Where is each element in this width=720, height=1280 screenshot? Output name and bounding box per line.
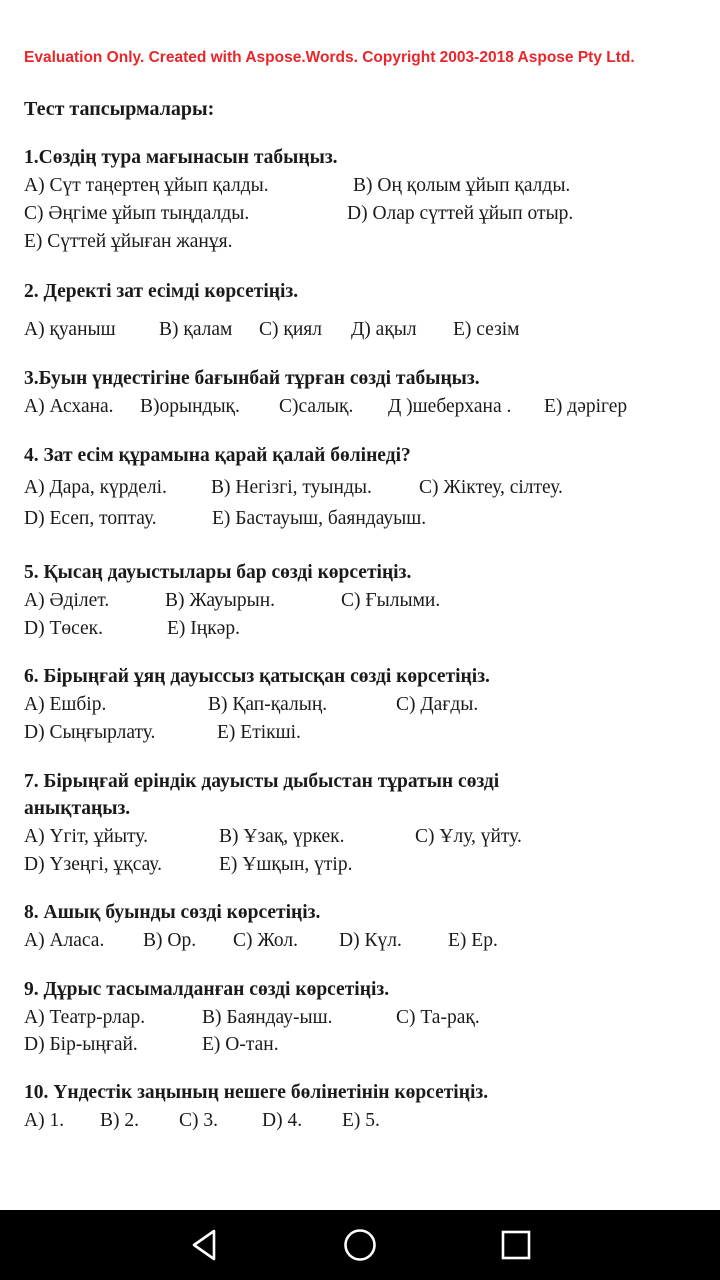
option-e[interactable]: E) О-тан.: [202, 1034, 279, 1055]
option-c[interactable]: С) қиял: [259, 319, 322, 340]
option-e[interactable]: E) Етікші.: [217, 722, 301, 743]
option-a[interactable]: A) Аласа.: [24, 930, 105, 951]
question-7-text: 7. Бірыңғай еріндік дауысты дыбыстан тұратын сөзді: [24, 771, 500, 792]
option-b[interactable]: B) Баяндау-ыш.: [202, 1007, 333, 1028]
back-icon: [184, 1225, 224, 1265]
option-d[interactable]: Д )шеберхана .: [388, 396, 512, 417]
home-button[interactable]: [340, 1225, 380, 1265]
question-6-text: 6. Бірыңғай ұяң дауыссыз қатысқан сөзді көрсетіңіз.: [24, 666, 490, 687]
option-b[interactable]: B) Ұзақ, үркек.: [219, 826, 345, 847]
option-e[interactable]: E) Ер.: [448, 930, 498, 951]
option-e[interactable]: Е) дәрігер: [544, 396, 628, 417]
option-d[interactable]: D) Олар сүттей ұйып отыр.: [347, 203, 574, 224]
option-c[interactable]: С)салық.: [279, 396, 354, 417]
option-e[interactable]: E) Сүттей ұйыған жанұя.: [24, 231, 233, 252]
page-title: Тест тапсырмалары:: [24, 98, 215, 120]
option-b[interactable]: B) Жауырын.: [165, 590, 276, 611]
question-4-text: 4. Зат есім құрамына қарай қалай бөлінеді?: [24, 445, 411, 466]
option-b[interactable]: В)орындық.: [140, 396, 240, 417]
option-a[interactable]: A) Ешбір.: [24, 694, 107, 715]
question-1-text: 1.Сөздің тура мағынасын табыңыз.: [24, 147, 338, 168]
option-a[interactable]: А) Асхана.: [24, 396, 114, 417]
option-a[interactable]: A) Сүт таңертең ұйып қалды.: [24, 175, 269, 196]
option-d[interactable]: D) 4.: [262, 1110, 303, 1131]
option-c[interactable]: C) Жіктеу, сілтеу.: [419, 477, 563, 498]
option-a[interactable]: A) Дара, күрделі.: [24, 477, 167, 498]
option-b[interactable]: B) Қап-қалың.: [208, 694, 328, 715]
option-b[interactable]: B) 2.: [100, 1110, 139, 1131]
question-2-text: 2. Деректі зат есімді көрсетіңіз.: [24, 281, 299, 302]
option-c[interactable]: C) Жол.: [233, 930, 298, 951]
option-d[interactable]: D) Үзеңгі, ұқсау.: [24, 854, 162, 875]
option-d[interactable]: D) Күл.: [339, 930, 402, 951]
option-e[interactable]: Е) сезім: [453, 319, 520, 340]
option-e[interactable]: E) Ұшқын, үтір.: [219, 854, 353, 875]
question-8-text: 8. Ашық буынды сөзді көрсетіңіз.: [24, 902, 321, 923]
option-a[interactable]: A) Әділет.: [24, 590, 110, 611]
question-5-text: 5. Қысаң дауыстылары бар сөзді көрсетіңіз.: [24, 562, 412, 583]
option-b[interactable]: В) қалам: [159, 319, 233, 340]
option-b[interactable]: B) Ор.: [143, 930, 197, 951]
option-a[interactable]: A) Үгіт, ұйыту.: [24, 826, 148, 847]
option-c[interactable]: C) Дағды.: [396, 694, 479, 715]
option-a[interactable]: A) қуаныш: [24, 319, 116, 340]
option-a[interactable]: A) 1.: [24, 1110, 65, 1131]
home-icon: [340, 1225, 380, 1265]
question-7-text-continued: анықтаңыз.: [24, 798, 131, 819]
option-e[interactable]: E) Бастауыш, баяндауыш.: [212, 508, 427, 529]
option-c[interactable]: C) 3.: [179, 1110, 218, 1131]
option-c[interactable]: C) Ұлу, үйту.: [415, 826, 522, 847]
option-c[interactable]: C) Әңгіме ұйып тыңдалды.: [24, 203, 250, 224]
option-d[interactable]: D) Бір-ыңғай.: [24, 1034, 138, 1055]
option-d[interactable]: D) Сыңғырлату.: [24, 722, 156, 743]
option-b[interactable]: B) Оң қолым ұйып қалды.: [353, 175, 571, 196]
navigation-bar: [0, 1210, 720, 1280]
option-c[interactable]: C) Ғылыми.: [341, 590, 441, 611]
option-b[interactable]: B) Негізгі, туынды.: [211, 477, 372, 498]
question-3-text: 3.Буын үндестігіне бағынбай тұрған сөзді табыңыз.: [24, 368, 480, 389]
watermark: Evaluation Only. Created with Aspose.Words. Copyright 2003-2018 Aspose Pty Ltd.: [24, 49, 635, 66]
option-c[interactable]: C) Та-рақ.: [396, 1007, 480, 1028]
option-e[interactable]: E) 5.: [342, 1110, 380, 1131]
option-a[interactable]: A) Театр-рлар.: [24, 1007, 146, 1028]
recents-icon: [496, 1225, 536, 1265]
back-button[interactable]: [184, 1225, 224, 1265]
option-e[interactable]: E) Іңкәр.: [167, 618, 240, 639]
option-d[interactable]: D) Есеп, топтау.: [24, 508, 157, 529]
question-10-text: 10. Үндестік заңының нешеге бөлінетінін көрсетіңіз.: [24, 1082, 489, 1103]
option-d[interactable]: Д) ақыл: [351, 319, 417, 340]
recents-button[interactable]: [496, 1225, 536, 1265]
question-9-text: 9. Дұрыс тасымалданған сөзді көрсетіңіз.: [24, 979, 390, 1000]
option-d[interactable]: D) Төсек.: [24, 618, 104, 639]
